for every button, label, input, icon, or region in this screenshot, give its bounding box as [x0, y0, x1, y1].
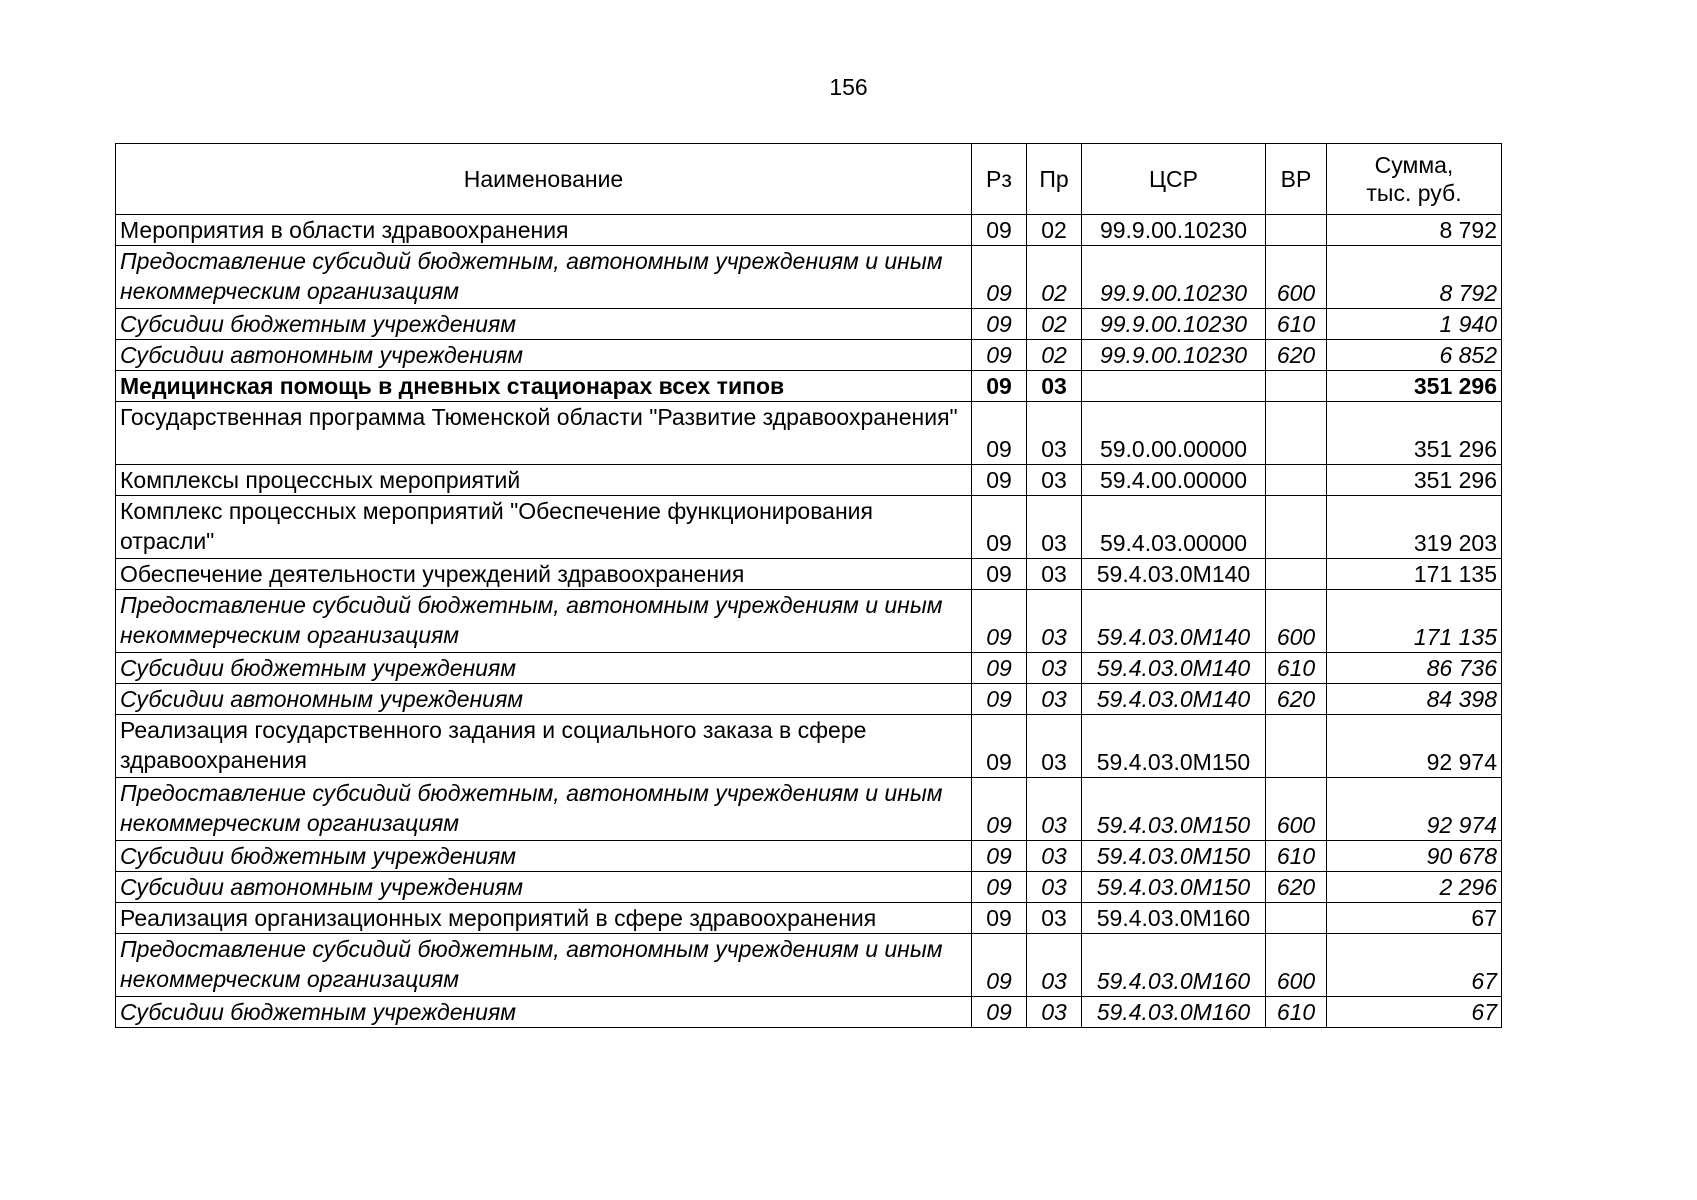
table-row — [116, 997, 1502, 1028]
cell-sum: 2 296 — [1327, 872, 1502, 903]
table-row — [116, 684, 1502, 715]
cell-name: Обеспечение деятельности учреждений здравоохранения — [116, 559, 972, 590]
cell-sum: 351 296 — [1327, 465, 1502, 496]
cell-pr: 03 — [1027, 997, 1082, 1028]
cell-vr — [1266, 496, 1327, 559]
cell-csr: 59.4.03.0М160 — [1082, 997, 1266, 1028]
cell-csr: 59.0.00.00000 — [1082, 402, 1266, 465]
table-row — [116, 340, 1502, 371]
header-vr: ВР — [1266, 144, 1327, 215]
cell-rz: 09 — [972, 653, 1027, 684]
cell-name: Медицинская помощь в дневных стационарах всех типов — [116, 371, 972, 402]
cell-name: Субсидии бюджетным учреждениям — [116, 997, 972, 1028]
cell-pr: 02 — [1027, 340, 1082, 371]
cell-rz: 09 — [972, 715, 1027, 778]
cell-csr: 59.4.03.0М150 — [1082, 841, 1266, 872]
cell-name: Субсидии автономным учреждениям — [116, 684, 972, 715]
cell-rz: 09 — [972, 246, 1027, 309]
cell-vr: 610 — [1266, 653, 1327, 684]
cell-name: Мероприятия в области здравоохранения — [116, 215, 972, 246]
cell-pr: 02 — [1027, 246, 1082, 309]
cell-pr: 03 — [1027, 465, 1082, 496]
cell-csr: 99.9.00.10230 — [1082, 215, 1266, 246]
cell-csr: 59.4.03.0М140 — [1082, 559, 1266, 590]
cell-csr: 99.9.00.10230 — [1082, 246, 1266, 309]
cell-name: Предоставление субсидий бюджетным, автономным учреждениям и иным некоммерческим организациям — [116, 246, 972, 309]
cell-csr: 59.4.03.0М140 — [1082, 653, 1266, 684]
table-row — [116, 653, 1502, 684]
cell-name: Субсидии бюджетным учреждениям — [116, 841, 972, 872]
table-row — [116, 215, 1502, 246]
cell-sum: 84 398 — [1327, 684, 1502, 715]
cell-pr: 03 — [1027, 559, 1082, 590]
cell-vr: 620 — [1266, 872, 1327, 903]
cell-pr: 03 — [1027, 872, 1082, 903]
cell-rz: 09 — [972, 841, 1027, 872]
cell-sum: 92 974 — [1327, 778, 1502, 841]
cell-name: Государственная программа Тюменской области "Развитие здравоохранения" — [116, 402, 972, 465]
cell-sum: 90 678 — [1327, 841, 1502, 872]
cell-sum: 171 135 — [1327, 559, 1502, 590]
table-row — [116, 934, 1502, 997]
table-header-row — [116, 144, 1502, 215]
cell-name: Предоставление субсидий бюджетным, автономным учреждениям и иным некоммерческим организациям — [116, 590, 972, 653]
cell-name: Комплексы процессных мероприятий — [116, 465, 972, 496]
page-number: 156 — [829, 74, 868, 100]
cell-csr: 59.4.03.0М160 — [1082, 934, 1266, 997]
table-row — [116, 246, 1502, 309]
cell-rz: 09 — [972, 903, 1027, 934]
cell-pr: 03 — [1027, 903, 1082, 934]
header-sum-line2: тыс. руб. — [1366, 180, 1462, 206]
cell-vr — [1266, 402, 1327, 465]
cell-sum: 1 940 — [1327, 309, 1502, 340]
cell-name: Реализация организационных мероприятий в сфере здравоохранения — [116, 903, 972, 934]
cell-csr: 99.9.00.10230 — [1082, 340, 1266, 371]
cell-vr: 600 — [1266, 590, 1327, 653]
header-sum — [1327, 144, 1502, 215]
cell-pr: 03 — [1027, 653, 1082, 684]
header-pr: Пр — [1027, 144, 1082, 215]
cell-pr: 03 — [1027, 684, 1082, 715]
cell-vr: 610 — [1266, 309, 1327, 340]
cell-rz: 09 — [972, 496, 1027, 559]
cell-vr: 620 — [1266, 684, 1327, 715]
cell-sum: 67 — [1327, 934, 1502, 997]
cell-sum: 67 — [1327, 997, 1502, 1028]
table-row — [116, 903, 1502, 934]
cell-rz: 09 — [972, 340, 1027, 371]
cell-csr: 59.4.03.0М140 — [1082, 590, 1266, 653]
cell-rz: 09 — [972, 997, 1027, 1028]
cell-vr: 610 — [1266, 997, 1327, 1028]
cell-vr — [1266, 465, 1327, 496]
cell-name: Субсидии бюджетным учреждениям — [116, 653, 972, 684]
table-row — [116, 559, 1502, 590]
cell-sum: 8 792 — [1327, 246, 1502, 309]
header-csr: ЦСР — [1082, 144, 1266, 215]
table-row — [116, 496, 1502, 559]
table-row — [116, 778, 1502, 841]
cell-csr: 59.4.00.00000 — [1082, 465, 1266, 496]
cell-rz: 09 — [972, 590, 1027, 653]
table-row — [116, 371, 1502, 402]
header-rz: Рз — [972, 144, 1027, 215]
cell-pr: 03 — [1027, 841, 1082, 872]
cell-vr — [1266, 559, 1327, 590]
cell-vr — [1266, 371, 1327, 402]
cell-pr: 02 — [1027, 215, 1082, 246]
cell-csr: 59.4.03.0М140 — [1082, 684, 1266, 715]
cell-csr: 59.4.03.0М150 — [1082, 872, 1266, 903]
cell-rz: 09 — [972, 465, 1027, 496]
cell-name: Предоставление субсидий бюджетным, автономным учреждениям и иным некоммерческим организациям — [116, 778, 972, 841]
cell-pr: 03 — [1027, 934, 1082, 997]
cell-name: Субсидии автономным учреждениям — [116, 340, 972, 371]
table-row — [116, 715, 1502, 778]
cell-csr — [1082, 371, 1266, 402]
cell-sum: 6 852 — [1327, 340, 1502, 371]
table-row — [116, 872, 1502, 903]
cell-csr: 59.4.03.0М160 — [1082, 903, 1266, 934]
cell-pr: 03 — [1027, 778, 1082, 841]
cell-pr: 03 — [1027, 590, 1082, 653]
cell-rz: 09 — [972, 402, 1027, 465]
cell-name: Реализация государственного задания и социального заказа в сфере здравоохранения — [116, 715, 972, 778]
table-row — [116, 402, 1502, 465]
cell-vr: 620 — [1266, 340, 1327, 371]
cell-sum: 8 792 — [1327, 215, 1502, 246]
header-name: Наименование — [116, 144, 972, 215]
cell-vr: 600 — [1266, 778, 1327, 841]
cell-sum: 351 296 — [1327, 371, 1502, 402]
cell-vr: 610 — [1266, 841, 1327, 872]
cell-rz: 09 — [972, 778, 1027, 841]
cell-rz: 09 — [972, 934, 1027, 997]
table-row — [116, 841, 1502, 872]
cell-rz: 09 — [972, 684, 1027, 715]
cell-rz: 09 — [972, 371, 1027, 402]
cell-pr: 02 — [1027, 309, 1082, 340]
cell-pr: 03 — [1027, 402, 1082, 465]
cell-vr — [1266, 903, 1327, 934]
cell-rz: 09 — [972, 872, 1027, 903]
cell-sum: 351 296 — [1327, 402, 1502, 465]
cell-vr: 600 — [1266, 934, 1327, 997]
cell-rz: 09 — [972, 559, 1027, 590]
budget-table — [115, 143, 1502, 1028]
cell-name: Субсидии автономным учреждениям — [116, 872, 972, 903]
cell-sum: 319 203 — [1327, 496, 1502, 559]
cell-rz: 09 — [972, 309, 1027, 340]
cell-rz: 09 — [972, 215, 1027, 246]
cell-sum: 86 736 — [1327, 653, 1502, 684]
cell-name: Субсидии бюджетным учреждениям — [116, 309, 972, 340]
cell-csr: 59.4.03.00000 — [1082, 496, 1266, 559]
cell-pr: 03 — [1027, 715, 1082, 778]
cell-pr: 03 — [1027, 371, 1082, 402]
header-sum-line1: Сумма, — [1374, 152, 1454, 178]
cell-csr: 99.9.00.10230 — [1082, 309, 1266, 340]
cell-csr: 59.4.03.0М150 — [1082, 778, 1266, 841]
cell-pr: 03 — [1027, 496, 1082, 559]
table-row — [116, 309, 1502, 340]
table-row — [116, 590, 1502, 653]
cell-vr — [1266, 715, 1327, 778]
cell-name: Предоставление субсидий бюджетным, автономным учреждениям и иным некоммерческим организациям — [116, 934, 972, 997]
cell-sum: 92 974 — [1327, 715, 1502, 778]
cell-sum: 67 — [1327, 903, 1502, 934]
cell-vr: 600 — [1266, 246, 1327, 309]
cell-name: Комплекс процессных мероприятий "Обеспечение функционирования отрасли" — [116, 496, 972, 559]
cell-sum: 171 135 — [1327, 590, 1502, 653]
table-row — [116, 465, 1502, 496]
cell-csr: 59.4.03.0М150 — [1082, 715, 1266, 778]
cell-vr — [1266, 215, 1327, 246]
